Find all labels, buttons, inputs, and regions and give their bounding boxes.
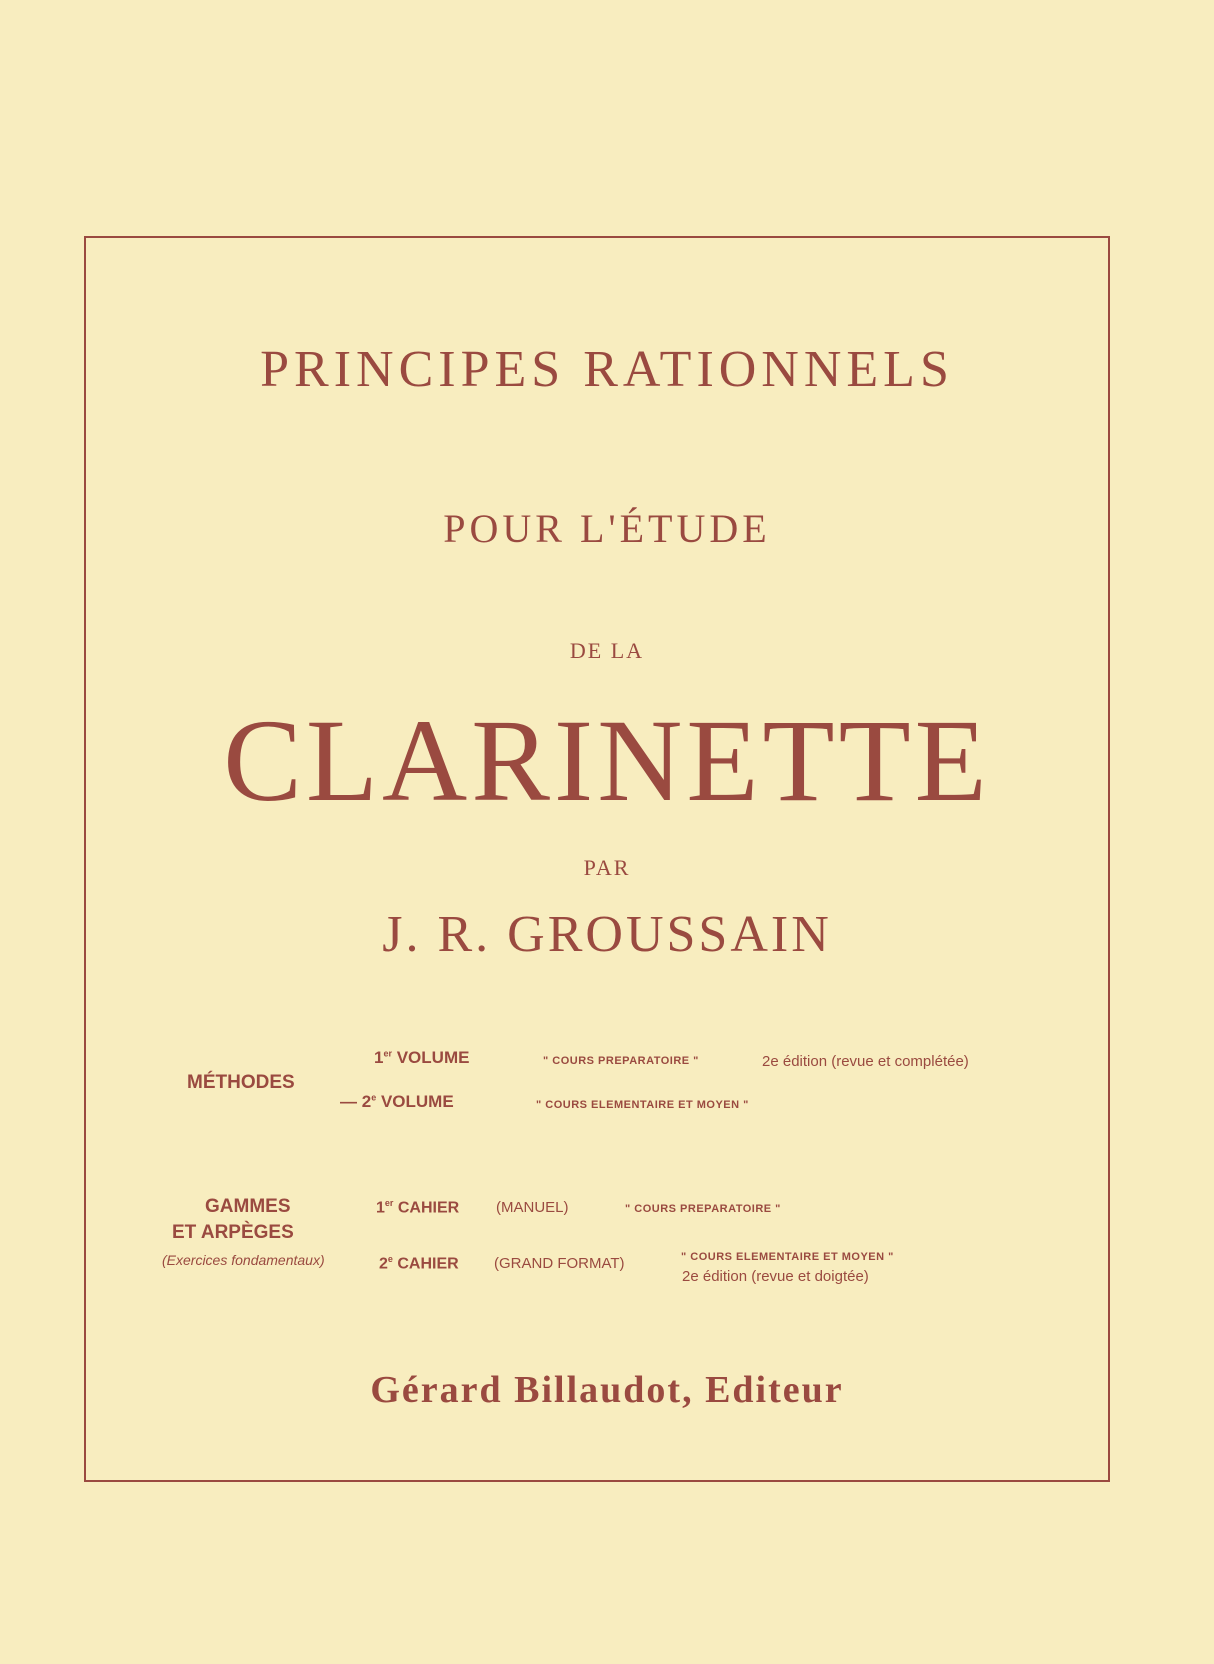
volume-1-course: " COURS PREPARATOIRE " [543, 1055, 699, 1067]
title-line-2: POUR L'ÉTUDE [443, 506, 771, 551]
cahier-2-number: 2 [379, 1255, 388, 1273]
volume-2-course: " COURS ELEMENTAIRE ET MOYEN " [536, 1099, 749, 1111]
publisher-name: Gérard Billaudot, Editeur [370, 1369, 844, 1411]
cahier-1 [376, 1198, 459, 1217]
cahier-2-label: CAHIER [397, 1255, 459, 1273]
volume-1-sup: er [383, 1048, 392, 1059]
cahier-2-course: " COURS ELEMENTAIRE ET MOYEN " [681, 1251, 894, 1263]
methodes-label: MÉTHODES [187, 1072, 295, 1093]
cahier-2-format: (GRAND FORMAT) [494, 1255, 625, 1272]
cahier-1-label: CAHIER [397, 1199, 460, 1217]
volume-2-number: 2 [361, 1092, 372, 1111]
cahier-2-sup: e [387, 1254, 393, 1264]
cahier-1-sup: er [384, 1198, 394, 1208]
volume-2-label: VOLUME [380, 1092, 454, 1111]
cahier-1-number: 1 [376, 1199, 385, 1217]
gammes-label-1: GAMMES [205, 1196, 291, 1217]
gammes-note: (Exercices fondamentaux) [162, 1252, 325, 1268]
cahier-1-course: " COURS PREPARATOIRE " [625, 1203, 781, 1215]
title-line-3: DE LA [569, 638, 645, 663]
cahier-2-edition: 2e édition (revue et doigtée) [682, 1268, 869, 1285]
volume-1-label: VOLUME [396, 1048, 470, 1067]
by-label: PAR [583, 855, 631, 880]
cahier-1-format: (MANUEL) [496, 1199, 569, 1216]
author-name: J. R. GROUSSAIN [382, 906, 832, 963]
methodes-volume-1 [374, 1048, 469, 1068]
volume-1-edition: 2e édition (revue et complétée) [762, 1053, 969, 1070]
gammes-label-2: ET ARPÈGES [172, 1222, 294, 1243]
title-line-1: PRINCIPES RATIONNELS [260, 341, 954, 398]
cahier-2 [379, 1254, 459, 1273]
volume-2-sup: e [371, 1092, 377, 1103]
volume-1-number: 1 [374, 1048, 384, 1067]
main-title: CLARINETTE [223, 695, 991, 826]
methodes-volume-2 [340, 1092, 454, 1112]
volume-2-dash: — [340, 1092, 357, 1111]
